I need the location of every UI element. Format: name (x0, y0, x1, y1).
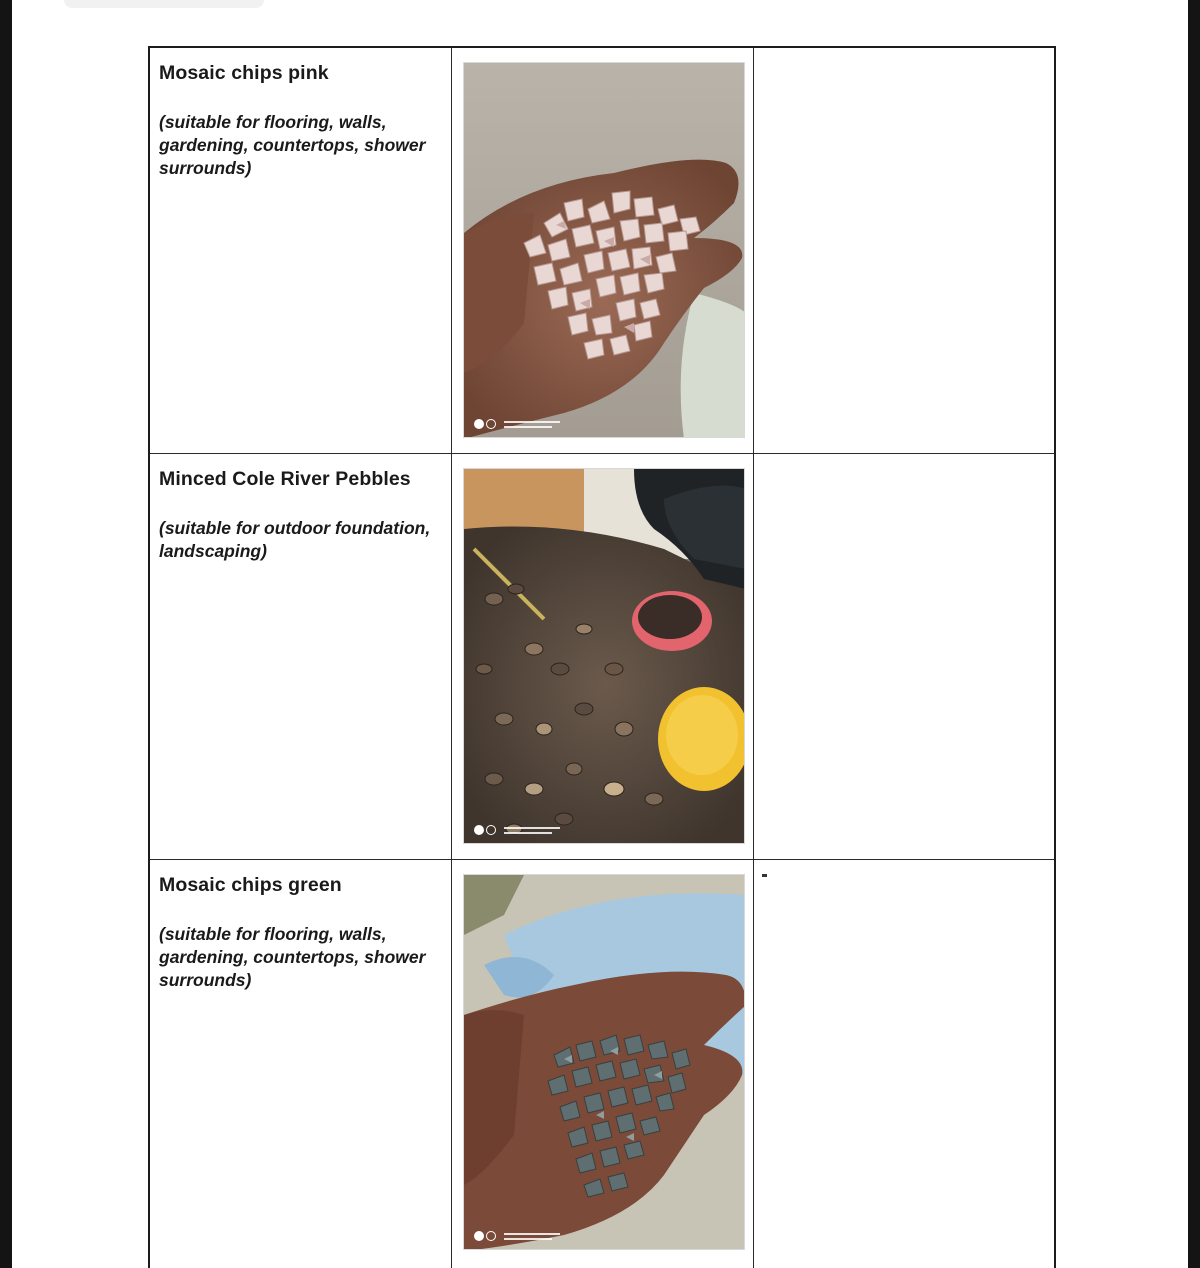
row-1-material-note: (suitable for flooring, walls, gardening, countertops, shower surrounds) (159, 112, 426, 178)
river-pebbles-pile-photo (463, 468, 745, 844)
row-3-material-note: (suitable for flooring, walls, gardening, countertops, shower surrounds) (159, 924, 426, 990)
pink-mosaic-chips-in-hand-photo (463, 62, 745, 438)
row-2-empty-cell (754, 454, 1054, 860)
camera-watermark-icon (474, 419, 560, 429)
row-1-empty-cell (754, 48, 1054, 454)
row-3-empty-cell (754, 860, 1054, 1268)
row-3-description-cell (150, 860, 452, 1268)
row-1-description-cell (150, 48, 452, 454)
top-tab-shape (64, 0, 264, 8)
row-3-photo-cell (452, 860, 754, 1268)
row-3-material-name: Mosaic chips green (159, 874, 342, 896)
camera-watermark-icon (474, 1231, 560, 1241)
product-table (148, 46, 1056, 1268)
document-page (12, 0, 1188, 1268)
row-1-material-name: Mosaic chips pink (159, 62, 329, 84)
camera-watermark-icon (474, 825, 560, 835)
row-2-description-cell (150, 454, 452, 860)
row-2-material-name: Minced Cole River Pebbles (159, 468, 411, 490)
stray-mark (762, 874, 767, 877)
green-mosaic-chips-in-hand-photo (463, 874, 745, 1250)
row-2-material-note: (suitable for outdoor foundation, landscaping) (159, 518, 431, 561)
row-1-photo-cell (452, 48, 754, 454)
row-2-photo-cell (452, 454, 754, 860)
